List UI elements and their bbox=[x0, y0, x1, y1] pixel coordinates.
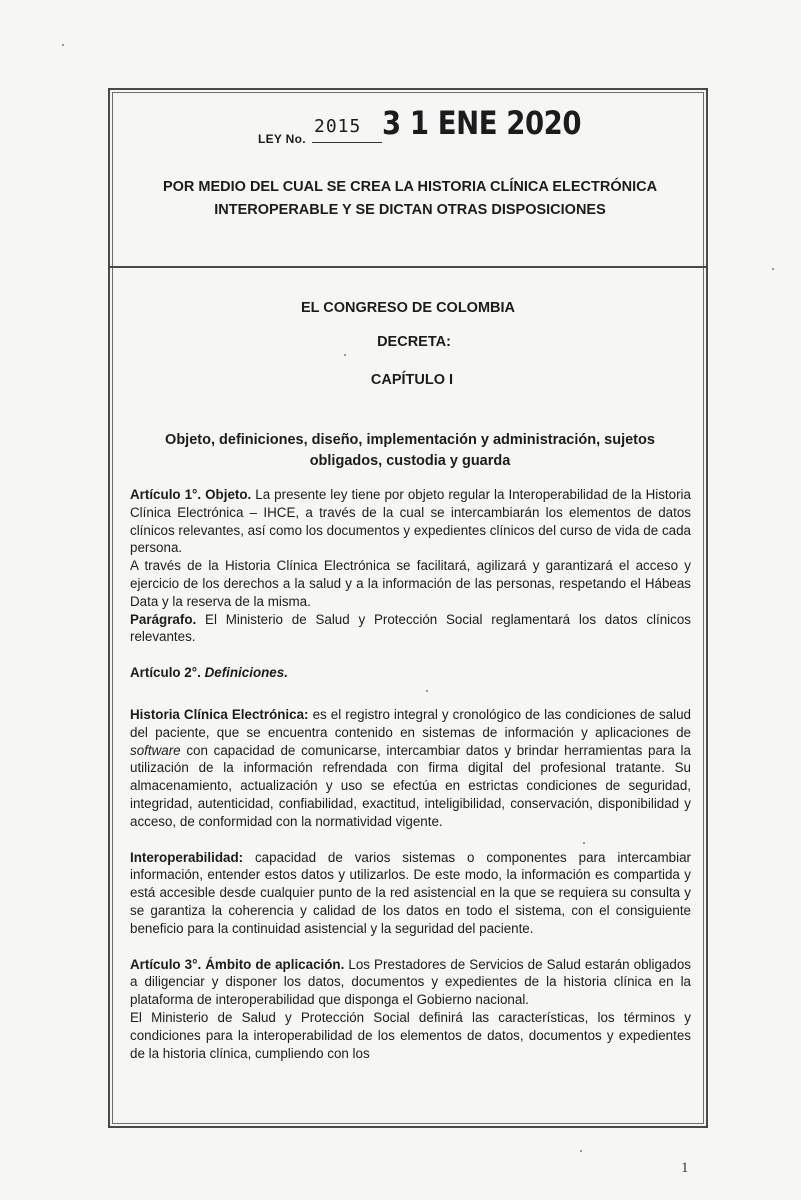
definition-interoperabilidad bbox=[130, 849, 691, 938]
hce-text-b: con capacidad de comunicarse, intercambiar datos y brindar herramientas para la utilización de la información refrendada con firma digital del profesional tratante. Su almacenamiento, actualización y uso se efectúa en estrictas condiciones de seguridad, integridad, autenticidad, confiabilidad, exactitud, inteligibilidad, conservación, disponibilidad y acceso, de conformidad con la normatividad vigente. bbox=[130, 742, 691, 829]
interop-term: Interoperabilidad: bbox=[130, 849, 244, 865]
scan-speck bbox=[772, 268, 774, 270]
article-1-paragraph bbox=[130, 486, 691, 557]
hce-software: software bbox=[130, 742, 181, 758]
decreta-heading: DECRETA: bbox=[377, 334, 451, 350]
chapter-heading: CAPÍTULO I bbox=[370, 372, 454, 388]
article-2-heading bbox=[130, 664, 691, 682]
paragrafo bbox=[130, 611, 691, 647]
ley-label: LEY No. bbox=[258, 132, 306, 146]
law-number-line bbox=[258, 104, 598, 148]
chapter-title bbox=[130, 430, 690, 472]
article-2-label: Artículo 2°. bbox=[130, 665, 201, 681]
article-2-title: Definiciones. bbox=[204, 665, 288, 681]
law-title-line-1: POR MEDIO DEL CUAL SE CREA LA HISTORIA CLÍNICA ELECTRÓNICA bbox=[162, 179, 658, 195]
page-number: 1 bbox=[681, 1160, 689, 1176]
scan-speck bbox=[580, 1150, 582, 1152]
scan-speck bbox=[583, 842, 585, 844]
ley-number: 2015 bbox=[314, 116, 362, 137]
paragrafo-label: Parágrafo. bbox=[130, 611, 197, 627]
hce-term: Historia Clínica Electrónica: bbox=[130, 706, 309, 722]
paragrafo-text: El Ministerio de Salud y Protección Social reglamentará los datos clínicos relevantes. bbox=[130, 611, 691, 645]
law-body bbox=[130, 486, 691, 1062]
scan-speck bbox=[344, 354, 346, 356]
article-1-paragraph-2: A través de la Historia Clínica Electrónica se facilitará, agilizará y garantizará el acceso y ejercicio de los derechos a la salud y a la información de las personas, respetando el Hábeas Data y la reserva de la misma. bbox=[130, 558, 691, 609]
article-3-paragraph-2: El Ministerio de Salud y Protección Social definirá las características, los términos y condiciones para la interoperabilidad de los elementos de datos, documentos y expedientes de la historia clínica, cumpliendo con los bbox=[130, 1009, 691, 1061]
chapter-title-line-1: Objeto, definiciones, diseño, implementación y administración, sujetos bbox=[165, 432, 655, 448]
article-1-heading: Artículo 1°. Objeto. bbox=[130, 487, 252, 502]
article-3-heading: Artículo 3°. Ámbito de aplicación. bbox=[130, 956, 345, 972]
congreso-heading: EL CONGRESO DE COLOMBIA bbox=[300, 300, 516, 316]
ley-number-underline bbox=[312, 142, 382, 143]
article-3-paragraph bbox=[130, 956, 691, 1009]
law-title-line-2: INTEROPERABLE Y SE DICTAN OTRAS DISPOSICIONES bbox=[214, 202, 606, 218]
law-title bbox=[130, 176, 690, 222]
scan-speck bbox=[426, 690, 428, 692]
chapter-title-line-2: obligados, custodia y guarda bbox=[309, 453, 511, 469]
date-stamp: 3 1 ENE 2020 bbox=[382, 104, 582, 142]
scan-speck bbox=[62, 44, 64, 46]
article-1-text: La presente ley tiene por objeto regular la Interoperabilidad de la Historia Clínica Electrónica – IHCE, a través de la cual se intercambiarán los elementos de datos clínicos relevantes, así como los documentos y expedientes clínicos del curso de vida de cada persona. bbox=[130, 487, 691, 556]
article-3-text: Los Prestadores de Servicios de Salud estarán obligados a diligenciar y disponer los datos, documentos y expedientes de la historia clínica en la plataforma de interoperabilidad que disponga el Gobierno nacional. bbox=[130, 956, 691, 1008]
definition-hce bbox=[130, 706, 691, 831]
hce-text-a: es el registro integral y cronológico de las condiciones de salud del paciente, que se encuentra contenido en sistemas de información y aplicaciones de bbox=[130, 706, 692, 740]
header-divider bbox=[108, 266, 708, 268]
interop-text: capacidad de varios sistemas o componentes para intercambiar información, entender estos datos y utilizarlos. De este modo, la información es compartida y está accesible desde cualquier punto de la red asistencial en la que se requiera su consulta y se garantiza la coherencia y calidad de los datos en todo el sistema, con el consiguiente beneficio para la continuidad asistencial y la seguridad del paciente. bbox=[130, 849, 691, 936]
